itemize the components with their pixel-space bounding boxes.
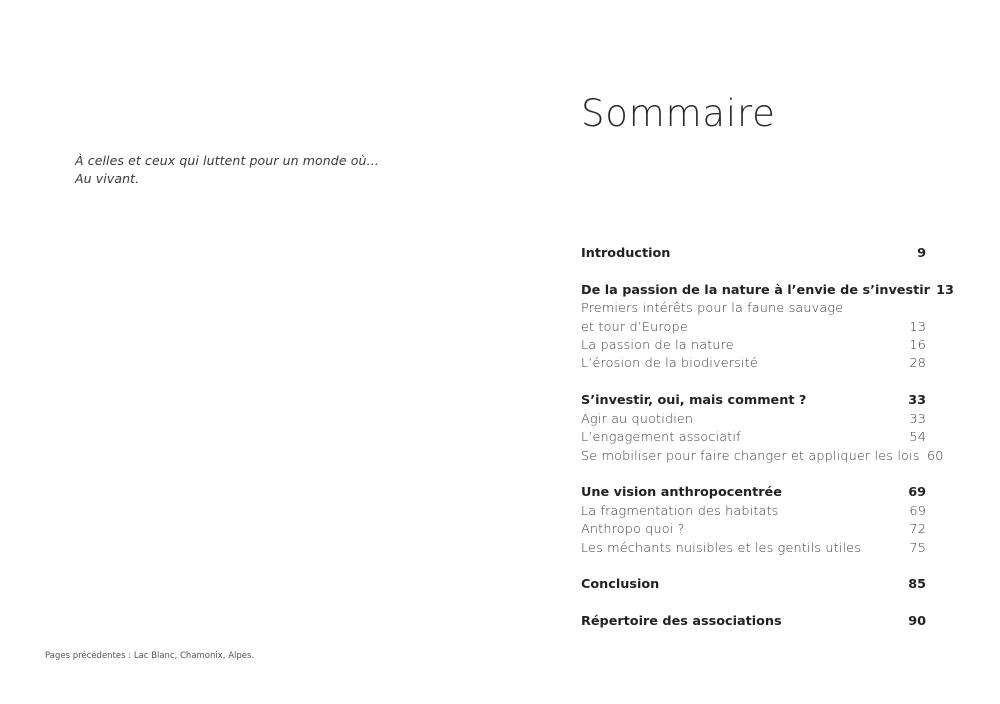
- toc-page-number: 69: [909, 503, 926, 519]
- toc-page-number: 28: [909, 356, 926, 372]
- toc-heading: [581, 484, 926, 502]
- toc-entry: [581, 411, 926, 429]
- toc-entry: [581, 540, 926, 558]
- toc-entry-label: et tour d’Europe: [581, 319, 688, 335]
- toc-page-number: 9: [917, 246, 926, 261]
- toc-heading: [581, 245, 926, 263]
- toc-entry: [581, 300, 926, 318]
- toc-page-number: 69: [908, 485, 926, 501]
- toc-heading-label: De la passion de la nature à l’envie de s’investir: [581, 282, 930, 298]
- toc-heading-label: Conclusion: [581, 577, 660, 593]
- toc-section: [581, 245, 926, 263]
- toc-entry-label: La passion de la nature: [581, 338, 734, 354]
- toc-heading: [581, 613, 926, 631]
- toc-page-number: 16: [909, 338, 926, 354]
- toc-entry-label: Premiers intérêts pour la faune sauvage: [581, 301, 844, 317]
- toc-entry-label: Les méchants nuisibles et les gentils utiles: [581, 540, 862, 556]
- toc-page-number: 60: [926, 448, 944, 464]
- toc-page-number: 85: [908, 577, 926, 593]
- toc-entry: [581, 448, 944, 466]
- dedication-line: Au vivant.: [75, 171, 140, 186]
- toc-entry: [581, 355, 926, 373]
- right-page: [500, 0, 1000, 704]
- toc-section: [581, 484, 926, 558]
- toc-heading: [581, 392, 926, 410]
- toc-entry-label: Se mobiliser pour faire changer et appliquer les lois: [581, 448, 920, 464]
- toc-section: [581, 392, 944, 466]
- toc-entry: [581, 429, 926, 447]
- toc-heading-label: S’investir, oui, mais comment ?: [581, 393, 807, 409]
- page-title: Sommaire: [581, 92, 776, 135]
- table-of-contents: [581, 245, 954, 650]
- toc-page-number: 13: [936, 282, 954, 298]
- toc-page-number: 75: [909, 540, 926, 556]
- toc-heading: [581, 282, 954, 300]
- toc-section: [581, 576, 926, 594]
- toc-entry: [581, 319, 926, 337]
- toc-heading: [581, 576, 926, 594]
- toc-heading-label: Une vision anthropocentrée: [581, 485, 782, 501]
- toc-heading-label: Répertoire des associations: [581, 614, 782, 630]
- dedication: [75, 152, 379, 188]
- photo-credit: Pages précédentes : Lac Blanc, Chamonix, Alpes.: [45, 651, 255, 661]
- toc-page-number: 33: [908, 393, 926, 409]
- toc-page-number: 13: [909, 319, 926, 335]
- toc-page-number: 90: [908, 614, 926, 630]
- toc-entry: [581, 337, 926, 355]
- toc-entry: [581, 521, 926, 539]
- toc-page-number: 33: [909, 411, 926, 427]
- toc-entry-label: La fragmentation des habitats: [581, 503, 779, 519]
- toc-entry-label: Agir au quotidien: [581, 411, 694, 427]
- toc-entry: [581, 503, 926, 521]
- toc-section: [581, 613, 926, 631]
- toc-section: [581, 282, 954, 374]
- toc-entry-label: L’engagement associatif: [581, 430, 741, 446]
- toc-heading-label: Introduction: [581, 246, 671, 261]
- toc-entry-label: Anthropo quoi ?: [581, 522, 685, 538]
- dedication-line: À celles et ceux qui luttent pour un monde où…: [75, 153, 380, 168]
- toc-page-number: 72: [909, 522, 926, 538]
- toc-entry-label: L’érosion de la biodiversité: [581, 356, 758, 372]
- toc-page-number: 54: [909, 430, 926, 446]
